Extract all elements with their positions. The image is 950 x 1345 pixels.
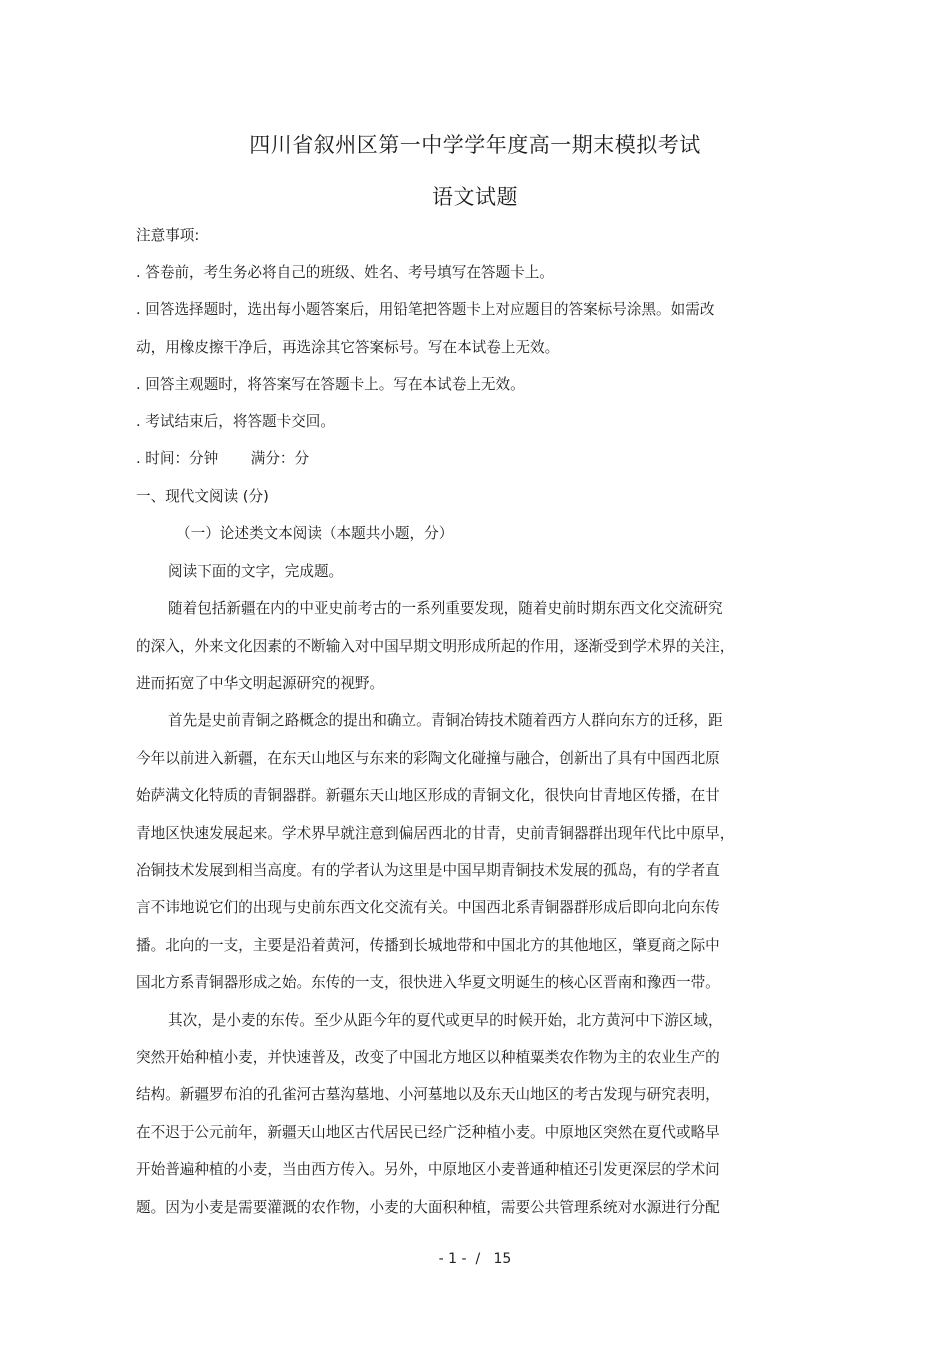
body-line: 其次，是小麦的东传。至少从距今年的夏代或更早的时候开始，北方黄河中下游区域， [168,1012,723,1029]
note-item: . 答卷前，考生务必将自己的班级、姓名、考号填写在答题卡上。 [136,264,554,281]
note-item: . 考试结束后，将答题卡交回。 [136,413,335,430]
body-line: 国北方系青铜器形成之始。东传的一支，很快进入华夏文明诞生的核心区晋南和豫西一带。 [136,974,720,991]
page-number: - 1 - / 15 [438,1251,512,1267]
body-line: 今年以前进入新疆，在东天山地区与东来的彩陶文化碰撞与融合，创新出了具有中国西北原 [136,750,720,767]
body-line: 开始普遍种植的小麦，当由西方传入。另外，中原地区小麦普通种植还引发更深层的学术问 [136,1161,720,1178]
note-item: . 回答选择题时，选出每小题答案后，用铅笔把答题卡上对应题目的答案标号涂黑。如需改 [136,301,715,318]
body-line: 突然开始种植小麦，并快速普及，改变了中国北方地区以种植粟类农作物为主的农业生产的 [136,1049,720,1066]
note-item: . 时间：分钟 满分：分 [136,450,310,467]
exam-title: 四川省叙州区第一中学学年度高一期末模拟考试 [249,133,701,157]
body-line: 播。北向的一支，主要是沿着黄河，传播到长城地带和中国北方的其他地区，肇夏商之际中 [136,937,720,954]
body-line: 题。因为小麦是需要灌溉的农作物，小麦的大面积种植，需要公共管理系统对水源进行分配 [136,1199,720,1216]
body-line: 言不讳地说它们的出现与史前东西文化交流有关。中国西北系青铜器群形成后即向北向东传 [136,899,720,916]
section-title: 一、现代文阅读 (分) [136,488,269,505]
instruction: 阅读下面的文字，完成题。 [168,563,344,580]
note-item: . 回答主观题时，将答案写在答题卡上。写在本试卷上无效。 [136,376,525,393]
body-line: 始萨满文化特质的青铜器群。新疆东天山地区形成的青铜文化，很快向甘青地区传播，在甘 [136,787,720,804]
body-line: 在不迟于公元前年，新疆天山地区古代居民已经广泛种植小麦。中原地区突然在夏代或略早 [136,1124,720,1141]
body-line: 首先是史前青铜之路概念的提出和确立。青铜冶铸技术随着西方人群向东方的迁移，距 [168,712,723,729]
body-line: 随着包括新疆在内的中亚史前考古的一系列重要发现，随着史前时期东西文化交流研究 [168,600,723,617]
note-item: 动，用橡皮擦干净后，再选涂其它答案标号。写在本试卷上无效。 [136,339,560,356]
body-line: 结构。新疆罗布泊的孔雀河古墓沟墓地、小河墓地以及东天山地区的考古发现与研究表明， [136,1086,720,1103]
subsection-title: （一）论述类文本阅读（本题共小题，分） [176,525,454,542]
body-line: 进而拓宽了中华文明起源研究的视野。 [136,675,385,692]
body-line: 青地区快速发展起来。学术界早就注意到偏居西北的甘青，史前青铜器群出现年代比中原早， [136,825,735,842]
notes-heading: 注意事项: [136,227,200,244]
body-line: 的深入，外来文化因素的不断输入对中国早期文明形成所起的作用，逐渐受到学术界的关注， [136,638,735,655]
exam-subtitle: 语文试题 [432,185,518,209]
body-line: 冶铜技术发展到相当高度。有的学者认为这里是中国早期青铜技术发展的孤岛，有的学者直 [136,862,720,879]
